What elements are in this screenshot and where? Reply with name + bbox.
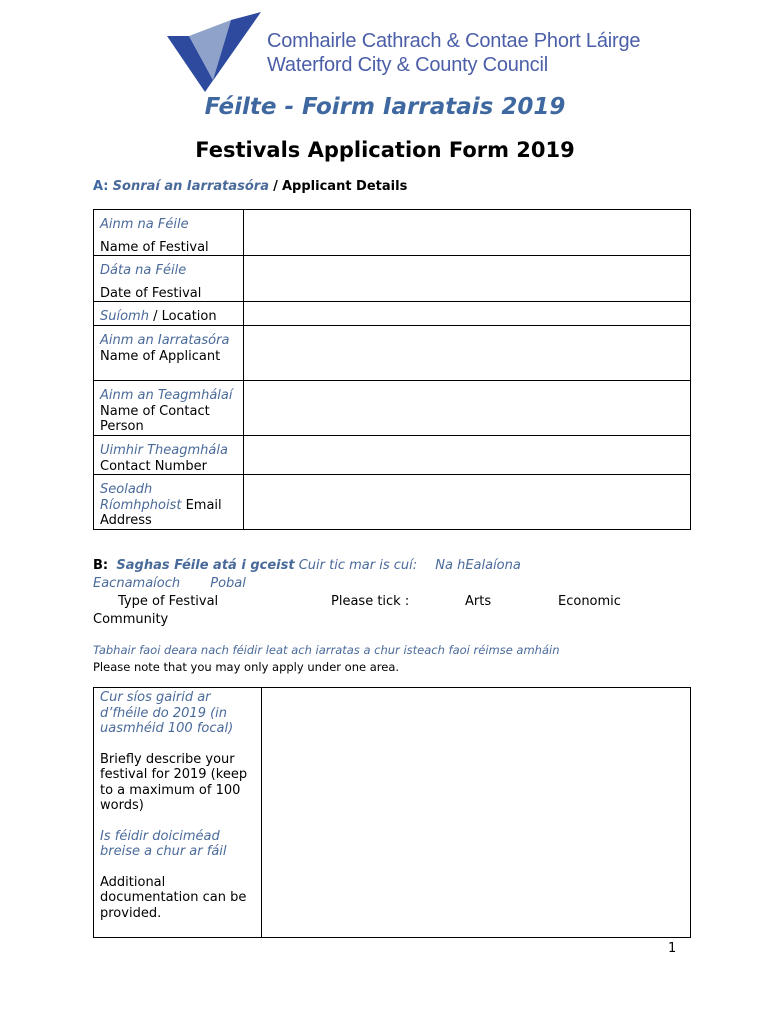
- form-title-english: Festivals Application Form 2019: [195, 138, 575, 162]
- festival-description-field[interactable]: [262, 688, 691, 938]
- describe-label-irish: Cur síos gairid ar d’fhéile do 2019 (in uasmhéid 100 focal): [100, 690, 234, 736]
- festival-name-field[interactable]: [244, 210, 691, 256]
- section-b-heading: B: Saghas Féile atá i gceist Cuir tic mar is cuí: Na hEalaíona: [93, 558, 521, 573]
- table-row: Ainm an Teagmhálaí Name of Contact Person: [94, 381, 691, 436]
- option-economic: Economic: [558, 594, 621, 609]
- table-row: Dáta na Féile Date of Festival: [94, 256, 691, 302]
- council-name-english: Waterford City & County Council: [267, 54, 548, 76]
- council-name: [267, 29, 640, 77]
- table-row: Ainm an Iarratasóra Name of Applicant: [94, 326, 691, 381]
- type-of-festival-label: Type of Festival: [118, 594, 219, 609]
- council-logo: [163, 10, 263, 98]
- option-community: Community: [93, 612, 169, 627]
- table-row: Seoladh Ríomhphoist Email Address: [94, 475, 691, 530]
- email-field[interactable]: [244, 475, 691, 530]
- docs-label-english: Additional documentation can be provided.: [100, 874, 247, 921]
- festival-description-table: [93, 687, 691, 938]
- applicant-name-field[interactable]: [244, 326, 691, 381]
- form-title-irish: Féilte - Foirm Iarratais 2019: [204, 94, 566, 120]
- table-row: Suíomh / Location: [94, 302, 691, 326]
- table-row: Ainm na Féile Name of Festival: [94, 210, 691, 256]
- section-a-heading: A: Sonraí an Iarratasóra / Applicant Details: [93, 179, 408, 194]
- contact-person-field[interactable]: [244, 381, 691, 436]
- council-name-irish: Comhairle Cathrach & Contae Phort Láirge: [267, 30, 641, 52]
- please-tick-label: Please tick :: [331, 594, 410, 609]
- note-english: Please note that you may only apply under one area.: [93, 660, 400, 674]
- table-row: [94, 688, 691, 938]
- section-b-irish-options: Eacnamaíoch Pobal: [93, 576, 246, 591]
- option-arts: Arts: [465, 594, 492, 609]
- applicant-details-table: [93, 209, 691, 530]
- docs-label-irish: Is féidir doiciméad breise a chur ar fáil: [100, 828, 227, 859]
- note-irish: Tabhair faoi deara nach féidir leat ach iarratas a chur isteach faoi réimse amháin: [93, 643, 560, 657]
- festival-date-field[interactable]: [244, 256, 691, 302]
- contact-number-field[interactable]: [244, 436, 691, 475]
- describe-label-english: Briefly describe your festival for 2019 (keep to a maximum of 100 words): [100, 751, 248, 813]
- page-number: 1: [668, 941, 677, 956]
- table-row: Uimhir Theagmhála Contact Number: [94, 436, 691, 475]
- location-field[interactable]: [244, 302, 691, 326]
